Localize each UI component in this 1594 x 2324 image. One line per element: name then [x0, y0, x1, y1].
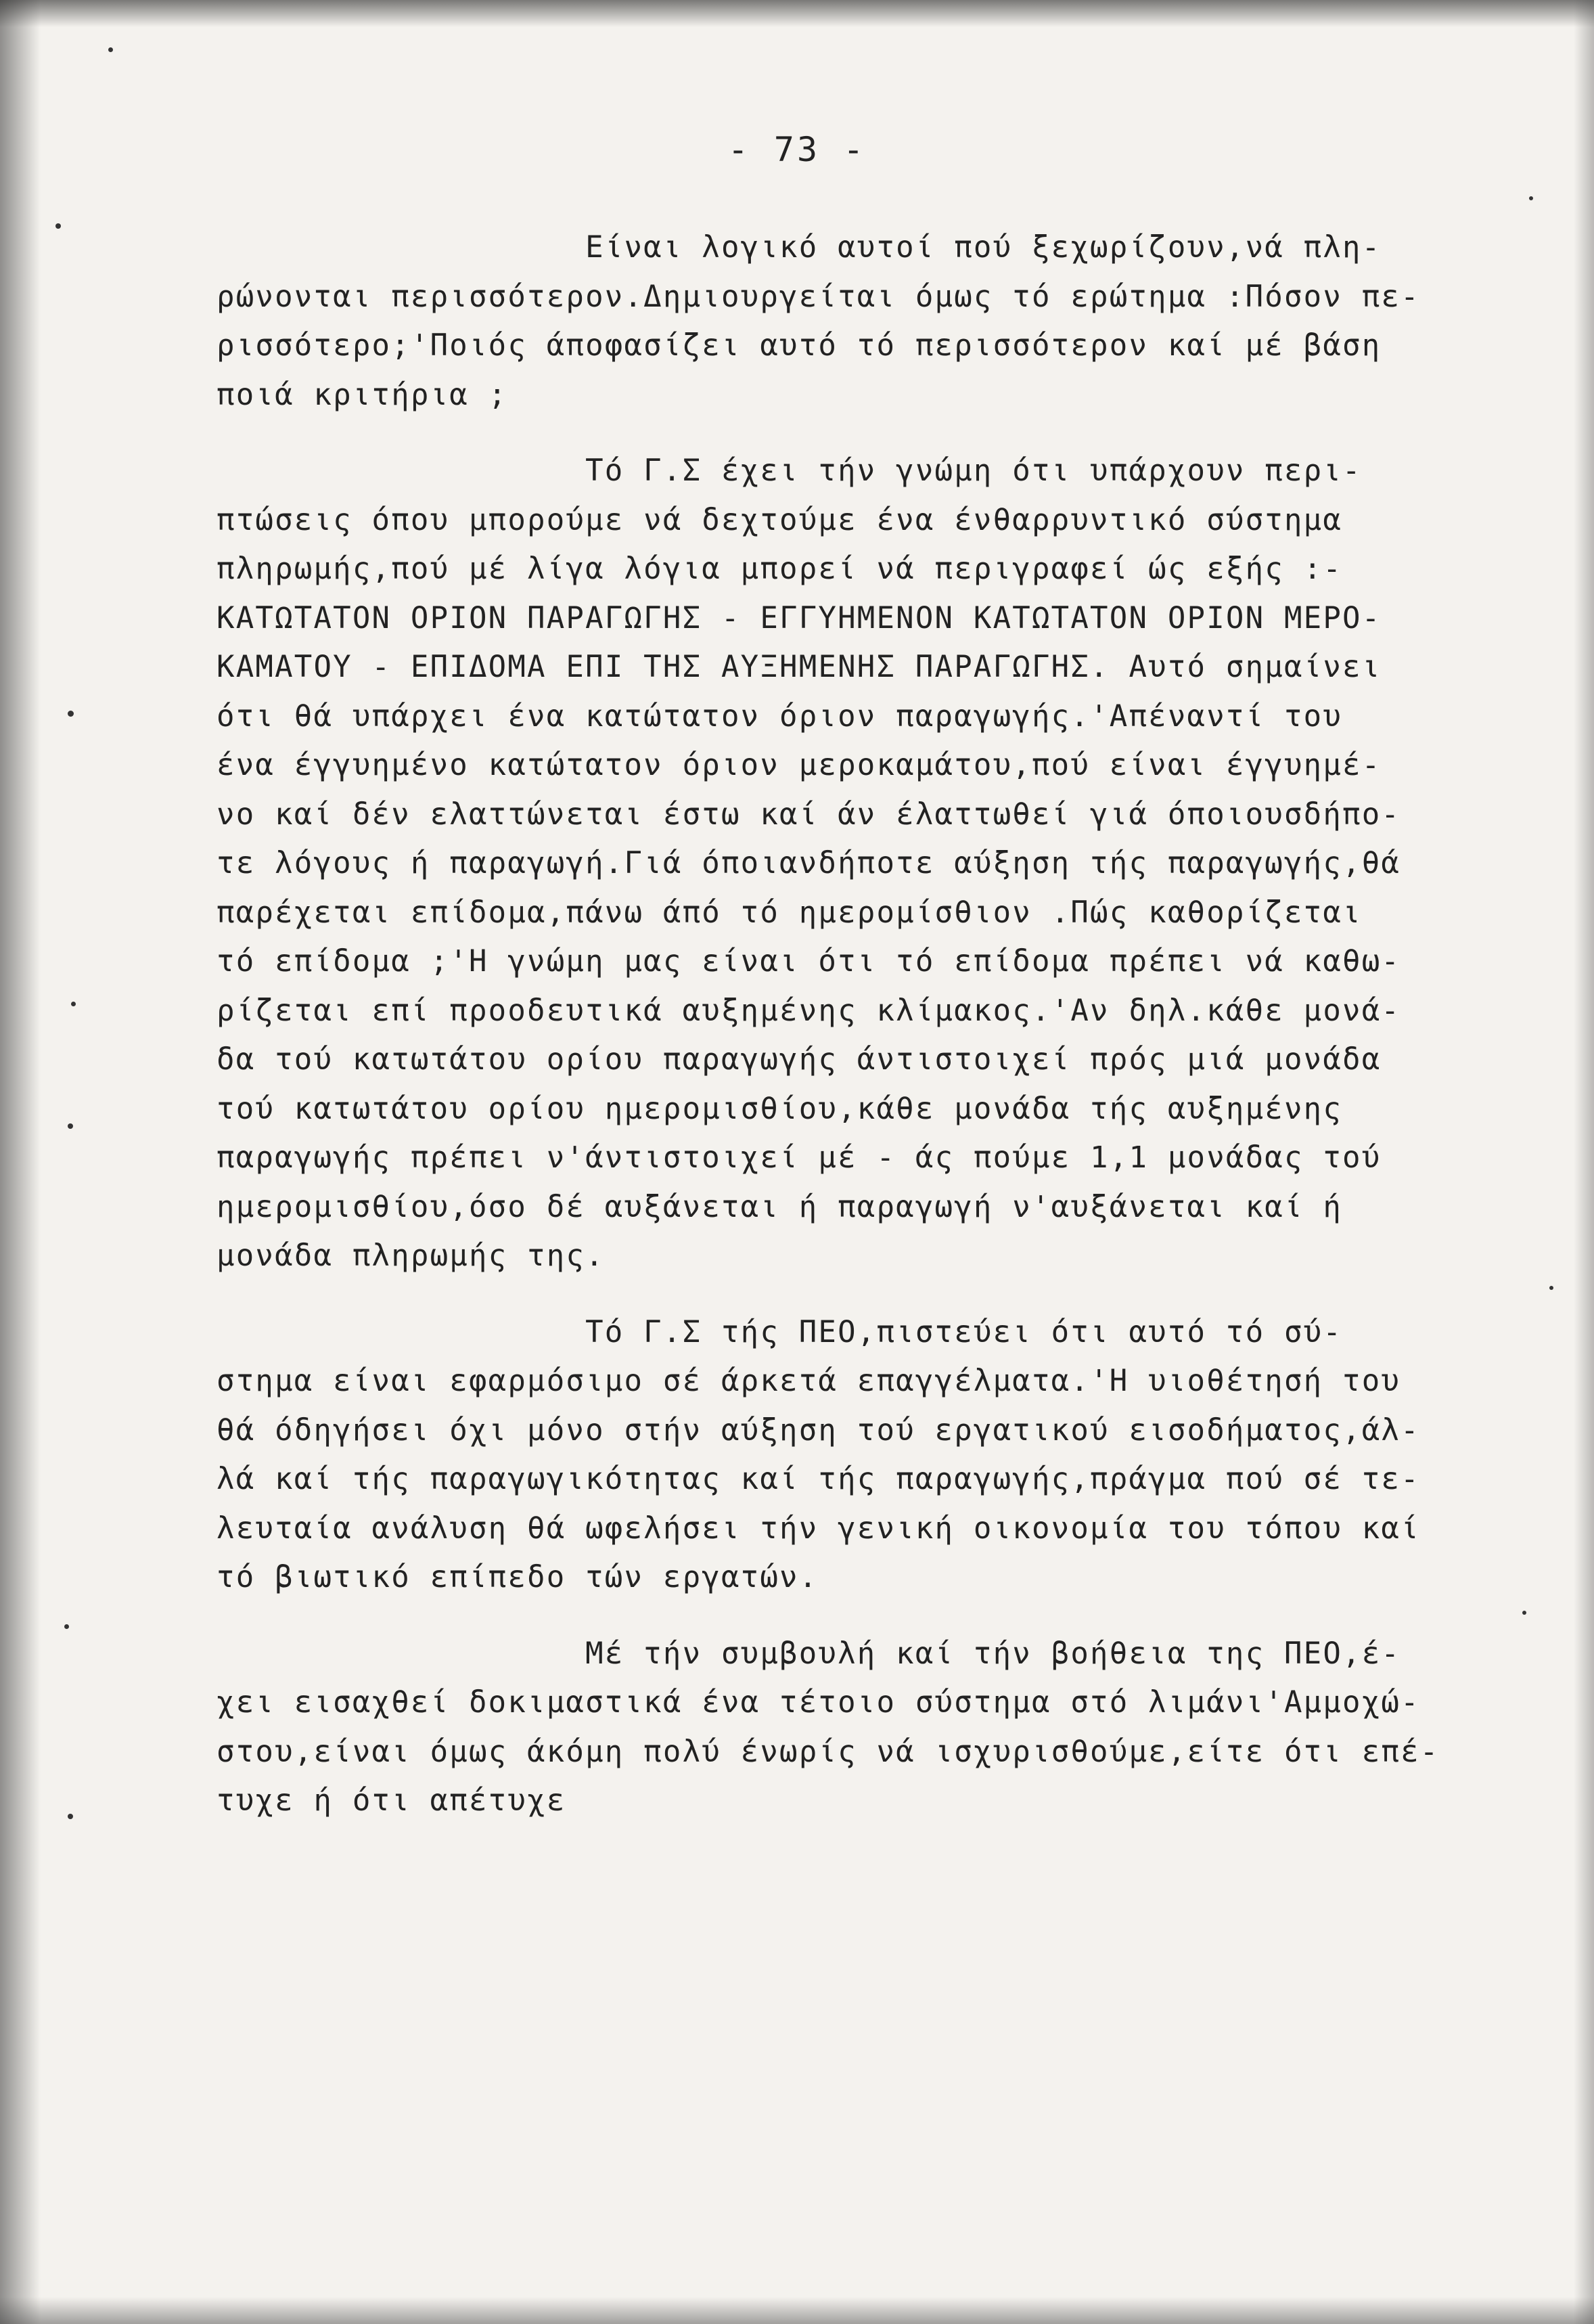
scan-edge-left	[0, 0, 41, 2324]
scan-speck	[1522, 1611, 1526, 1615]
text-line: ΚΑΤΩΤΑΤΟΝ ΟΡΙΟΝ ΠΑΡΑΓΩΓΗΣ - ΕΓΓΥΗΜΕΝΟΝ ΚΑΤΩΤΑΤΟΝ ΟΡΙΟΝ ΜΕΡΟ-	[217, 600, 1382, 635]
text-line: πτώσεις όπου μπορούμε νά δεχτούμε ένα ένθαρρυντικό σύστημα	[217, 502, 1343, 537]
paragraph-3	[217, 1308, 1522, 1603]
scan-speck	[68, 1123, 73, 1129]
document-body	[217, 223, 1522, 1826]
scan-speck	[68, 711, 74, 717]
text-line: ημερομισθίου,όσο δέ αυξάνεται ή παραγωγή ν'αυξάνεται καί ή	[217, 1189, 1343, 1224]
text-line: παρέχεται επίδομα,πάνω άπό τό ημερομίσθιον .Πώς καθορίζεται	[217, 895, 1362, 930]
text-line: ρώνονται περισσότερον.Δημιουργείται όμως τό ερώτημα :Πόσον πε-	[217, 279, 1420, 314]
scan-speck	[1529, 196, 1533, 200]
page-number: - 73 -	[727, 130, 867, 169]
scan-speck	[1549, 1286, 1553, 1290]
text-line: Τό Γ.Σ τής ΠΕΟ,πιστεύει ότι αυτό τό σύ-	[217, 1314, 1343, 1349]
text-line: παραγωγής πρέπει ν'άντιστοιχεί μέ - άς πούμε 1,1 μονάδας τού	[217, 1140, 1382, 1175]
text-line: ρίζεται επί προοδευτικά αυξημένης κλίμακος.'Αν δηλ.κάθε μονά-	[217, 993, 1401, 1028]
text-line: νο καί δέν ελαττώνεται έστω καί άν έλαττωθεί γιά όποιουσδήπο-	[217, 797, 1401, 832]
text-line: ΚΑΜΑΤΟΥ - ΕΠΙΔΟΜΑ ΕΠΙ ΤΗΣ ΑΥΞΗΜΕΝΗΣ ΠΑΡΑΓΩΓΗΣ. Αυτό σημαίνει	[217, 650, 1382, 684]
text-line: Μέ τήν συμβουλή καί τήν βοήθεια της ΠΕΟ,έ-	[217, 1636, 1401, 1671]
text-line: πληρωμής,πού μέ λίγα λόγια μπορεί νά περιγραφεί ώς εξής :-	[217, 552, 1343, 586]
text-line: στου,είναι όμως άκόμη πολύ ένωρίς νά ισχυρισθούμε,είτε ότι επέ-	[217, 1734, 1440, 1769]
scan-speck	[68, 1814, 73, 1819]
text-line: τυχε ή ότι απέτυχε	[217, 1783, 566, 1818]
text-line: τό επίδομα ;'Η γνώμη μας είναι ότι τό επίδομα πρέπει νά καθω-	[217, 944, 1401, 979]
text-line: ένα έγγυημένο κατώτατον όριον μεροκαμάτου,πού είναι έγγυημέ-	[217, 748, 1382, 782]
text-line: χει εισαχθεί δοκιμαστικά ένα τέτοιο σύστημα στό λιμάνι'Αμμοχώ-	[217, 1685, 1420, 1720]
text-line: ποιά κριτήρια ;	[217, 377, 508, 412]
scan-edge-top	[0, 0, 1594, 27]
text-line: λευταία ανάλυση θά ωφελήσει τήν γενική οικονομία του τόπου καί	[217, 1511, 1420, 1546]
scan-speck	[64, 1624, 69, 1629]
text-line: δα τού κατωτάτου ορίου παραγωγής άντιστοιχεί πρός μιά μονάδα	[217, 1042, 1382, 1077]
scan-speck	[108, 47, 113, 52]
scan-edge-right	[1574, 0, 1594, 2324]
scan-speck	[71, 1002, 76, 1006]
text-line: θά όδηγήσει όχι μόνο στήν αύξηση τού εργατικού εισοδήματος,άλ-	[217, 1412, 1420, 1448]
text-line: τε λόγους ή παραγωγή.Γιά όποιανδήποτε αύξηση τής παραγωγής,θά	[217, 846, 1401, 880]
scan-edge-bottom	[0, 2297, 1594, 2324]
paragraph-2	[217, 447, 1522, 1281]
text-line: Τό Γ.Σ έχει τήν γνώμη ότι υπάρχουν περι-	[217, 453, 1362, 488]
text-line: τού κατωτάτου ορίου ημερομισθίου,κάθε μονάδα τής αυξημένης	[217, 1091, 1343, 1126]
text-line: ότι θά υπάρχει ένα κατώτατον όριον παραγωγής.'Απέναντί του	[217, 698, 1343, 734]
paragraph-1	[217, 223, 1522, 420]
paragraph-4	[217, 1630, 1522, 1826]
text-line: τό βιωτικό επίπεδο τών εργατών.	[217, 1560, 819, 1594]
text-line: λά καί τής παραγωγικότητας καί τής παραγωγής,πράγμα πού σέ τε-	[217, 1462, 1420, 1496]
scan-speck	[55, 223, 61, 229]
text-line: στημα είναι εφαρμόσιμο σέ άρκετά επαγγέλματα.'Η υιοθέτησή του	[217, 1364, 1401, 1398]
text-line: ρισσότερο;'Ποιός άποφασίζει αυτό τό περισσότερον καί μέ βάση	[217, 328, 1382, 363]
text-line: μονάδα πληρωμής της.	[217, 1238, 605, 1273]
text-line: Είναι λογικό αυτοί πού ξεχωρίζουν,νά πλη-	[217, 230, 1382, 265]
